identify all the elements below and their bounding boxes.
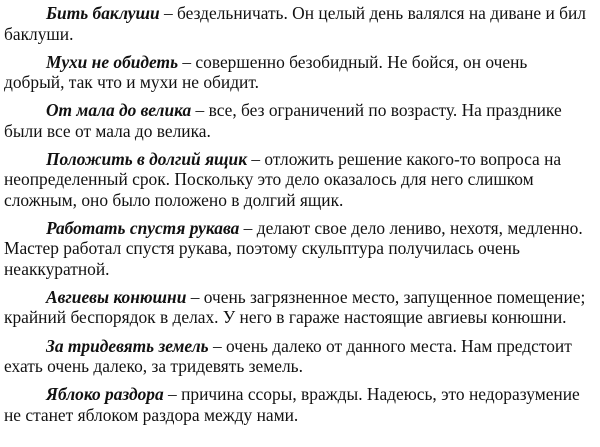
- idiom-entry: [4, 3, 588, 44]
- idiom-term: Бить баклуши: [46, 3, 160, 23]
- idiom-term: От мала до велика: [46, 100, 192, 121]
- idiom-entry: [4, 287, 588, 328]
- idiom-term: За тридевять земель: [46, 335, 209, 356]
- idiom-term: Работать спустя рукава: [46, 217, 240, 238]
- idiom-definition: – очень далеко от данного места. Нам предстоит ехать очень далеко, за тридевять земель.: [4, 335, 572, 377]
- idiom-entry: [4, 336, 588, 377]
- idiom-definition: – причина ссоры, вражды. Надеюсь, это недоразумение не станет яблоком раздора между нами.: [4, 384, 580, 425]
- idiom-definition: – отложить решение какого-то вопроса на неопределенный срок. Поскольку это дело оказалось для него слишком сложным, оно было положено в долгий ящик.: [4, 148, 562, 210]
- idiom-term: Яблоко раздора: [46, 384, 164, 405]
- idiom-entry: [4, 149, 588, 211]
- idiom-entry: [4, 52, 588, 93]
- idiom-term: Мухи не обидеть: [46, 51, 179, 72]
- idiom-definition: – очень загрязненное место, запущенное помещение; крайний беспорядок в делах. У него в гараже настоящие авгиевы конюшни.: [4, 286, 586, 328]
- idiom-entry: [4, 218, 588, 280]
- idiom-entry: [4, 100, 588, 141]
- idiom-definition: – все, без ограничений по возрасту. На празднике были все от мала до велика.: [4, 100, 562, 141]
- idiom-definition: – бездельничать. Он целый день валялся на диване и бил баклуши.: [4, 3, 586, 44]
- idiom-definition: – делают свое дело лениво, нехотя, медленно. Мастер работал спустя рукава, поэтому скульптура получилась очень неаккуратной.: [4, 217, 583, 279]
- idiom-definition: – совершенно безобидный. Не бойся, он очень добрый, так что и мухи не обидит.: [4, 51, 528, 93]
- idiom-term: Положить в долгий ящик: [46, 148, 248, 169]
- idiom-term: Авгиевы конюшни: [46, 286, 187, 307]
- idiom-entry: [4, 384, 588, 425]
